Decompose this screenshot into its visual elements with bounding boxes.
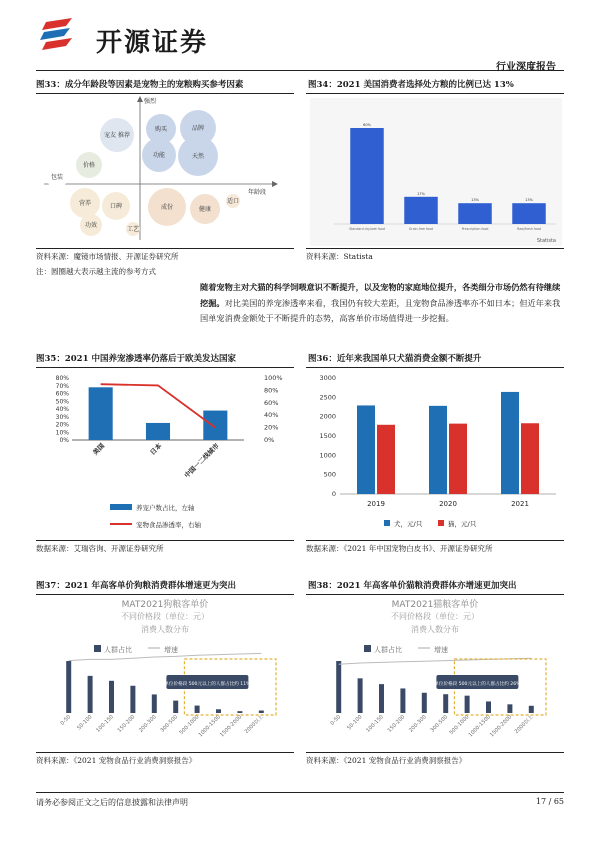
- fig33-y-arrow-icon: [137, 96, 143, 102]
- fig34-title-rule: [306, 93, 564, 94]
- fig35-ytick-right-2: 40%: [264, 411, 279, 420]
- bubble-b3: 天然: [178, 136, 218, 176]
- brand-name: 开源证券: [96, 28, 209, 58]
- fig38-bar-7: [486, 701, 491, 713]
- fig38-title: 图38：2021 年高客单价猫粮消费群体亦增速更加突出: [308, 581, 517, 591]
- fig35-ytick-right-1: 20%: [264, 423, 279, 432]
- fig35-chart-area: [36, 370, 296, 538]
- report-tag: 行业深度报告: [496, 62, 556, 73]
- fig37-bar-6: [195, 706, 200, 713]
- fig37-inner-sub2: 消费人数分布: [141, 625, 189, 634]
- body-lead: 随着宠物主对犬猫的科学饲喂意识不断提升，以及宠物的家庭地位提升，各类细分市场仍然有待继续挖掘。: [200, 282, 561, 308]
- fig33-title-rule: [36, 93, 294, 94]
- fig35-bar-1: [146, 423, 170, 440]
- fig36-bar-0-2: [501, 392, 519, 494]
- fig36-bar-1-2: [521, 423, 539, 494]
- fig35-legend-bar-swatch: [110, 504, 132, 510]
- fig37-bar-9: [259, 711, 264, 713]
- fig38-x-label-1: 50-100: [346, 714, 364, 732]
- fig37-bar-2: [109, 681, 114, 713]
- fig36-ytick-3: 1500: [319, 432, 336, 440]
- fig38-x-label-5: 300-500: [429, 714, 450, 734]
- fig37-bar-3: [130, 686, 135, 713]
- fig36-ytick-5: 2500: [319, 393, 336, 402]
- fig35-ytick-right-0: 0%: [264, 436, 275, 444]
- fig37-legend-growth-label: 增速: [164, 646, 178, 654]
- fig37-bar-4: [152, 694, 157, 713]
- header-rule: [36, 70, 564, 71]
- fig36-ytick-0: 0: [331, 490, 336, 498]
- bubble-b14: 包装: [46, 166, 68, 188]
- fig38-growth-line: [339, 658, 532, 664]
- fig38-bar-6: [465, 696, 470, 713]
- fig38-x-label-0: 0-50: [329, 714, 343, 727]
- fig36-ytick-1: 500: [323, 470, 336, 479]
- fig33-x-arrow-icon: [272, 181, 278, 187]
- fig38-infographic: [306, 597, 564, 749]
- bubble-b7: 成份: [148, 188, 186, 226]
- fig38-x-label-8: 1500-2000: [489, 714, 514, 739]
- fig38-x-label-2: 100-150: [365, 714, 385, 734]
- fig38-title-rule: [306, 594, 564, 595]
- fig35-x-label-1: 日本: [148, 441, 164, 457]
- bubble-b6: 价格: [76, 152, 102, 178]
- fig36-ytick-2: 1000: [319, 451, 336, 460]
- fig36-title: 图36：近年来我国单只犬猫消费金额不断提升: [308, 354, 482, 364]
- fig35-title: 图35：2021 中国养宠渗透率仍落后于欧美发达国家: [36, 354, 236, 364]
- fig36-x-label-2: 2021: [511, 500, 529, 508]
- fig34-data-label-3: 13%: [525, 198, 533, 203]
- fig35-ytick-left-3: 30%: [55, 413, 69, 421]
- fig34-data-label-2: 13%: [471, 198, 479, 203]
- fig38-bar-3: [400, 688, 405, 713]
- fig36-title-rule: [306, 367, 564, 368]
- bubble-b9: 适口: [226, 194, 240, 208]
- fig37-x-label-7: 1000-1500: [197, 714, 222, 739]
- fig38-bar-5: [443, 694, 448, 713]
- fig37-source: 资料来源：《2021 宠物食品行业消费洞察报告》: [36, 756, 197, 765]
- fig34-bar-3: [512, 203, 545, 224]
- fig38-bar-0: [336, 661, 341, 713]
- fig36-x-label-1: 2020: [439, 500, 457, 508]
- bubble-b1: 购买: [146, 114, 176, 144]
- fig37-bar-1: [88, 676, 93, 713]
- fig37-x-label-9: 2000以上: [243, 714, 265, 736]
- fig37-bar-8: [237, 711, 242, 713]
- fig38-legend-share-label: 人群占比: [374, 646, 402, 654]
- fig38-bar-1: [358, 678, 363, 713]
- fig35-ytick-left-8: 80%: [55, 375, 69, 382]
- fig37-x-label-3: 150-200: [116, 714, 137, 734]
- fig36-chart: [306, 370, 564, 538]
- bubble-b11: 口碑: [102, 192, 130, 220]
- fig37-bar-7: [216, 709, 221, 713]
- fig36-bar-0-0: [357, 405, 375, 494]
- fig37-title-rule: [36, 594, 294, 595]
- fig33-note: 注：圆圈越大表示越主流的参考方式: [36, 267, 156, 276]
- fig38-bar-8: [507, 704, 512, 713]
- fig37-growth-line: [69, 653, 262, 660]
- footer-disclaimer: 请务必参阅正文之后的信息披露和法律声明: [36, 798, 188, 807]
- bubble-b2: 品牌: [180, 110, 216, 146]
- fig38-x-label-7: 1000-1500: [467, 714, 492, 739]
- fig35-ytick-left-5: 50%: [55, 398, 69, 406]
- fig38-x-label-6: 500-1000: [448, 714, 471, 737]
- fig33-bottom-rule: [36, 248, 294, 249]
- bubble-b8: 健康: [190, 194, 220, 224]
- fig35-bottom-rule: [36, 540, 294, 541]
- fig36-ytick-6: 3000: [319, 374, 336, 382]
- fig37-legend-share-swatch: [94, 645, 101, 652]
- fig36-ytick-4: 2000: [319, 412, 336, 421]
- fig33-y-axis-label: 强烈: [144, 98, 157, 105]
- fig37-x-label-1: 50-100: [76, 714, 94, 732]
- fig34-chart-panel: [310, 98, 562, 246]
- fig38-x-label-4: 200-300: [408, 714, 428, 734]
- fig34-x-label-2: Prescription food: [461, 227, 489, 231]
- fig36-source: 数据来源：《2021 年中国宠物白皮书》、开源证券研究所: [306, 544, 493, 553]
- fig35-x-label-0: 美国: [91, 441, 107, 457]
- fig37-callout-text: 单位价格段 500元以上的人群占比约 11%: [164, 682, 251, 687]
- fig35-bar-2: [203, 411, 227, 440]
- fig34-data-label-0: 60%: [363, 123, 371, 127]
- fig38-inner-sub1: 不同价格段（单位：元）: [391, 612, 479, 621]
- fig37-x-label-6: 500-1000: [178, 714, 201, 737]
- fig38-legend-share-swatch: [364, 645, 371, 652]
- fig38-bar-9: [529, 706, 534, 713]
- fig38-legend-growth-label: 增速: [434, 646, 448, 654]
- fig33-source: 资料来源：魔镜市场情报、开源证券研究所: [36, 252, 179, 261]
- fig35-bar-0: [89, 387, 113, 440]
- fig38-bottom-rule: [306, 752, 564, 753]
- fig35-legend-bar-label: 养宠户数占比，左轴: [136, 504, 195, 512]
- fig36-legend-dog-swatch: [384, 520, 390, 526]
- fig37-infographic: [36, 597, 294, 749]
- fig35-x-label-2: 中国一二线城市: [182, 441, 221, 480]
- bubble-b10: 营养: [70, 188, 100, 218]
- fig38-source: 资料来源：《2021 宠物食品行业消费洞察报告》: [306, 756, 467, 765]
- fig37-x-label-8: 1500-2000: [219, 714, 244, 739]
- bubble-b13: 工艺: [126, 222, 140, 236]
- fig38-x-label-3: 150-200: [386, 714, 407, 734]
- fig34-bottom-rule: [306, 248, 564, 249]
- fig36-chart-area: [306, 370, 564, 538]
- page-number: 17 / 65: [535, 797, 564, 806]
- fig38-inner-title: MAT2021猫粮客单价: [391, 600, 479, 610]
- fig36-bar-1-1: [449, 424, 467, 494]
- fig37-legend-share-label: 人群占比: [104, 646, 132, 654]
- fig34-watermark: Statista: [536, 238, 556, 244]
- fig34-x-label-3: Raw/fresh food: [517, 227, 541, 231]
- fig36-legend-cat-swatch: [438, 520, 444, 526]
- fig35-ytick-left-0: 0%: [59, 437, 69, 444]
- fig35-ytick-left-2: 20%: [55, 421, 69, 429]
- brand-logo: [40, 18, 90, 54]
- body-paragraph: [200, 280, 564, 327]
- fig38-bar-2: [379, 684, 384, 713]
- fig33-x-axis-label: 年龄段: [248, 189, 267, 196]
- fig33-title: 图33：成分年龄段等因素是宠物主的宠粮购买参考因素: [36, 80, 244, 90]
- body-rest: 对比美国的养宠渗透率来看，我国仍有较大差距，且宠物食品渗透率亦不如日本；但近年来我国单宠消费金额处于不断提升的态势，高客单价市场值得进一步挖掘。: [200, 297, 561, 323]
- fig36-bottom-rule: [306, 540, 564, 541]
- fig35-title-rule: [36, 367, 294, 368]
- fig36-legend-cat-label: 猫，元/只: [448, 520, 477, 528]
- fig34-title: 图34：2021 美国消费者选择处方粮的比例已达 13%: [308, 80, 514, 90]
- fig35-chart: [36, 370, 296, 538]
- fig37-x-label-5: 300-500: [159, 714, 180, 734]
- fig37-bar-5: [173, 701, 178, 713]
- fig37-inner-sub1: 不同价格段（单位：元）: [121, 612, 209, 621]
- fig34-source: 资料来源：Statista: [306, 252, 373, 261]
- bubble-b12: 功效: [80, 214, 102, 236]
- fig35-ytick-right-3: 60%: [264, 398, 279, 407]
- fig35-ytick-left-4: 40%: [55, 406, 69, 413]
- fig36-bar-0-1: [429, 406, 447, 494]
- logo-mark-icon: [40, 18, 90, 54]
- fig34-x-label-1: Grain-free food: [408, 227, 434, 231]
- fig34-bar-1: [404, 197, 437, 224]
- bubble-b5: 功能: [142, 138, 176, 172]
- fig35-source: 数据来源：艾瑞咨询、开源证券研究所: [36, 544, 164, 553]
- fig37-x-label-2: 100-150: [95, 714, 115, 734]
- fig37-x-label-0: 0-50: [59, 714, 73, 727]
- fig35-ytick-right-5: 100%: [264, 374, 283, 382]
- fig37-inner-title: MAT2021狗粮客单价: [121, 600, 209, 610]
- fig38-callout-text: 单位价格段 500元以上的人群占比约 26%: [434, 682, 521, 687]
- fig36-legend-dog-label: 犬，元/只: [394, 520, 423, 528]
- fig35-legend-line-label: 宠物食品渗透率，右轴: [136, 521, 201, 529]
- fig33-bubble-chart: [40, 96, 290, 246]
- fig38-x-label-9: 2000以上: [513, 714, 535, 736]
- fig34-data-label-1: 17%: [417, 191, 425, 196]
- fig37-title: 图37：2021 年高客单价狗粮消费群体增速更为突出: [36, 581, 236, 591]
- footer-rule: [36, 792, 564, 793]
- fig35-ytick-left-6: 60%: [55, 390, 69, 398]
- fig35-ytick-right-4: 80%: [264, 386, 279, 395]
- fig37-x-label-4: 200-300: [138, 714, 158, 734]
- fig38-bar-4: [422, 693, 427, 713]
- fig34-bar-0: [350, 128, 383, 224]
- fig35-ytick-left-7: 70%: [55, 382, 69, 390]
- fig38-inner-sub2: 消费人数分布: [411, 625, 459, 634]
- fig35-line: [101, 384, 216, 427]
- bubble-b4: 宠友 推荐: [100, 118, 134, 152]
- fig37-bottom-rule: [36, 752, 294, 753]
- fig34-chart: [310, 98, 562, 246]
- fig34-bar-2: [458, 203, 491, 224]
- fig37-bar-0: [66, 661, 71, 713]
- fig34-x-label-0: Standard dry/wet food: [349, 227, 385, 231]
- fig36-bar-1-0: [377, 425, 395, 494]
- fig36-x-label-0: 2019: [367, 500, 385, 508]
- fig35-ytick-left-1: 10%: [55, 429, 69, 437]
